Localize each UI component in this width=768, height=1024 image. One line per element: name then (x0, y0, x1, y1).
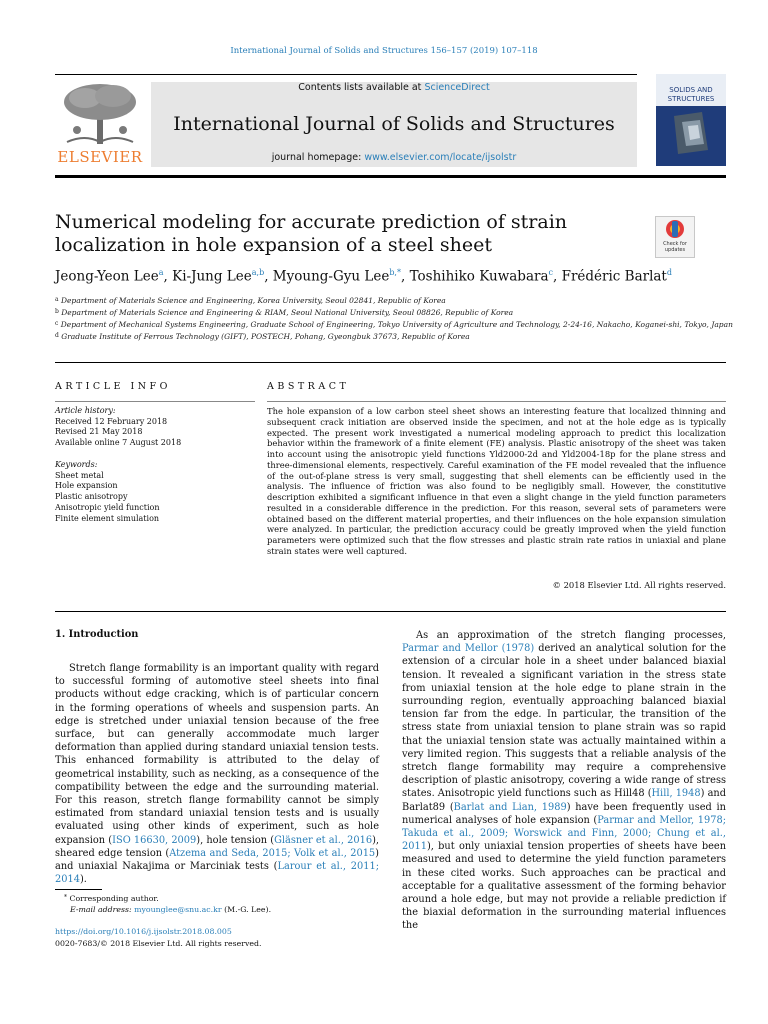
cover-art-icon (656, 74, 726, 166)
author-name: Toshihiko Kuwabara (409, 268, 549, 285)
crossmark-badge[interactable] (655, 216, 695, 258)
keywords (55, 460, 255, 524)
body-text: As an approximation of the stretch flanging processes, (416, 630, 726, 641)
crossmark-icon (656, 217, 694, 241)
keyword-item: Finite element simulation (55, 513, 160, 523)
abstract-rule (267, 401, 726, 402)
email-label: E-mail address: (70, 905, 132, 914)
homepage-prefix: journal homepage: (271, 152, 362, 163)
body-rule (55, 611, 726, 612)
article-info-rule (55, 401, 255, 402)
keywords-label: Keywords: (55, 460, 98, 469)
footnote-rule (55, 889, 102, 890)
citation-link[interactable]: Hill, 1948 (651, 788, 701, 800)
history-online: Available online 7 August 2018 (55, 438, 182, 448)
homepage-link[interactable]: www.elsevier.com/locate/ijsolstr (364, 152, 517, 163)
article-history (55, 406, 255, 449)
intro-paragraph (55, 662, 379, 886)
doi-line (55, 926, 375, 938)
paper-title: Numerical modeling for accurate prediction of strain localization in hole expansion of a steel sheet (55, 211, 568, 256)
keyword-item: Plastic anisotropy (55, 492, 128, 502)
body-text: derived an analytical solution for the extension of a circular hole in a sheet under balanced biaxial tension. It revealed a significant variation in the stress state from uniaxial tension at the hole edge to plane strain in the surrounding region, eventually approaching balanced biaxial tension far from the edge. In particular, the transition of the stress state from uniaxial tension to plane strain was so rapid that the uniaxial tension state was actually maintained within a very limited region. This suggests that a reliable analysis of the stretch flange formability may require a comprehensive description of plastic anisotropy, covering a wide range of stress states. Anisotropic yield functions such as Hill48 ( (402, 643, 726, 800)
author-affiliation-mark[interactable]: b,* (389, 268, 401, 277)
citation-link[interactable]: ISO 16630, 2009 (112, 834, 197, 846)
citation-link[interactable]: Parmar and Mellor, 1978; Takuda et al., 2009; Worswick and Finn, 2000; Chung et al., 2011 (402, 814, 726, 853)
citation-link[interactable]: Parmar and Mellor (1978) (402, 643, 535, 655)
author-affiliation-mark[interactable]: d (666, 268, 672, 277)
intro-left-column (55, 662, 379, 886)
affiliation-item: $^a$ Department of Materials Science and Engineering, Korea University, Seoul 02841, Republic of Korea (55, 296, 446, 305)
elsevier-wordmark: ELSEVIER (57, 148, 143, 166)
author-name: Ki-Jung Lee (172, 268, 252, 285)
author-affiliation-mark[interactable]: a,b (251, 268, 265, 277)
journal-cover-thumbnail[interactable] (656, 74, 726, 166)
author-affiliation-mark[interactable]: a (158, 268, 164, 277)
affiliation-list (55, 294, 735, 342)
body-text: ), but only uniaxial tension properties of sheets have been measured and used to determine the yield function parameters in these cited works. Such approaches can be practical and acceptable for a qualitative assessment of the forming behavior around a hole edge, but may not provide a reliable prediction if the biaxial deformation in the surrounding material influences the (402, 841, 726, 932)
history-revised: Revised 21 May 2018 (55, 427, 143, 437)
body-text: ) and Barlat89 ( (402, 788, 726, 813)
contents-prefix: Contents lists available at (298, 82, 422, 93)
citation-link[interactable]: Barlat and Lian, 1989 (453, 801, 567, 813)
keyword-item: Anisotropic yield function (55, 502, 160, 512)
article-info-heading: ARTICLE INFO (55, 381, 171, 392)
article-history-label: Article history: (55, 406, 116, 415)
intro-paragraph (402, 629, 726, 933)
intro-right-column (402, 629, 726, 933)
email-link[interactable]: myounglee@snu.ac.kr (134, 905, 222, 914)
cover-title-line1: SOLIDS AND (669, 86, 713, 94)
elsevier-logo[interactable] (55, 80, 145, 166)
footnote-corresponding: * Corresponding author. (64, 894, 159, 903)
body-text: ), sheared edge tension ( (55, 834, 379, 859)
affiliation-item: $^d$ Graduate Institute of Ferrous Technology (GIFT), POSTECH, Pohang, Gyeongbuk 37673, Republic of Korea (55, 332, 470, 341)
abstract-copyright: © 2018 Elsevier Ltd. All rights reserved. (552, 580, 726, 590)
keyword-item: Sheet metal (55, 470, 104, 480)
keyword-item: Hole expansion (55, 481, 118, 491)
header-rule (55, 74, 637, 75)
citation-link[interactable]: Atzema and Seda, 2015; Volk et al., 2015 (169, 847, 376, 859)
author-affiliation-mark[interactable]: c (548, 268, 553, 277)
homepage-line (151, 152, 637, 163)
body-text: ) have been frequently used in numerical analyses of hole expansion ( (402, 801, 726, 826)
affiliation-item: $^b$ Department of Materials Science and Engineering & RIAM, Seoul National University, Seoul 08826, Republic of Korea (55, 308, 514, 317)
author-name: Frédéric Barlat (561, 268, 667, 285)
author-name: Jeong-Yeon Lee (55, 268, 159, 285)
journal-title: International Journal of Solids and Structures (173, 113, 615, 135)
title-block-rule (55, 362, 726, 363)
journal-citation[interactable]: International Journal of Solids and Structures 156–157 (2019) 107–118 (230, 46, 538, 56)
elsevier-tree-icon (55, 80, 145, 150)
abstract-heading: ABSTRACT (267, 381, 350, 392)
doi-link[interactable]: https://doi.org/10.1016/j.ijsolstr.2018.08.005 (55, 927, 232, 936)
affiliation-item: $^c$ Department of Mechanical Systems Engineering, Graduate School of Engineering, Tokyo University of Agriculture and Technology, 2-24-16, Nakacho, Koganei-shi, Tokyo, Japan (55, 320, 733, 329)
sciencedirect-link[interactable]: ScienceDirect (424, 82, 490, 93)
corresponding-author-label: Corresponding author. (69, 894, 159, 903)
body-text: ). (79, 874, 87, 886)
history-received: Received 12 February 2018 (55, 416, 168, 426)
body-text: Stretch flange formability is an important quality with regard to successful forming of automotive steel sheets into final products without edge cracking, which is of particular concern in the forming operations of wheels and suspension parts. An edge is stretched under uniaxial tension because of the free surface, but can generally accommodate much larger deformation than applied during standard uniaxial tension tests. This enhanced formability is attributed to the delay of geometrical instability, such as necking, as a consequence of the compatibility between the edge and the surrounding material. For this reason, stretch flange formability cannot be simply estimated from standard uniaxial tension tests and is usually evaluated using other kinds of experiment, such as hole expansion ( (55, 663, 379, 846)
body-text: ), hole tension ( (196, 834, 275, 846)
author-name: Myoung-Gyu Lee (272, 268, 390, 285)
email-suffix: (M.-G. Lee). (224, 905, 272, 914)
crossmark-label: Check for updates (663, 241, 687, 253)
footnote-email (55, 904, 390, 916)
cover-title-line2: STRUCTURES (667, 95, 715, 103)
issn-line: 0020-7683/© 2018 Elsevier Ltd. All rights reserved. (55, 939, 262, 948)
citation-link[interactable]: Larour et al., 2011; 2014 (55, 861, 380, 886)
citation-link[interactable]: Gläsner et al., 2016 (274, 834, 373, 846)
author-list: Jeong-Yeon Lee$^a$, Ki-Jung Lee$^{a,b}$, Myoung-Gyu Lee$^{b,*}$, Toshihiko Kuwabara$^c$, Frédéric Barlat$^d$ (55, 268, 672, 285)
contents-line (151, 82, 637, 93)
masthead-thick-rule (55, 175, 726, 178)
body-text: ) and uniaxial Nakajima or Marciniak tests ( (55, 847, 379, 873)
abstract-text: The hole expansion of a low carbon steel sheet shows an interesting feature that localized thinning and subsequent crack initiation are observed inside the specimen, and not at the hole edge as is typically expected. The present work investigated a numerical modeling approach to predict this localization behavior within the framework of a finite element (FE) analysis. Plastic anisotropy of the sheet was taken into account using the anisotropic yield functions Yld2000-2d and Yld2004-18p for the plane stress and three-dimensional elements, respectively. Careful examination of the FE model revealed that the influence of the out-of-plane stress is very small, suggesting that shell elements can be efficiently used in the analysis. The influence of friction was also found to be negligibly small. However, the constitutive description exhibited a significant influence in that even a slight change in the yield function parameters resulted in a considerable difference in the prediction. For this reason, several sets of parameters were obtained based on the different material properties, and their influences on the hole expansion simulation were analyzed. In particular, the prediction accuracy could be greatly improved when the yield function parameters were optimized such that the flow stresses and plastic strain rate ratios in uniaxial and plane strain states were well captured. (267, 406, 726, 556)
section-heading: 1. Introduction (55, 629, 139, 640)
